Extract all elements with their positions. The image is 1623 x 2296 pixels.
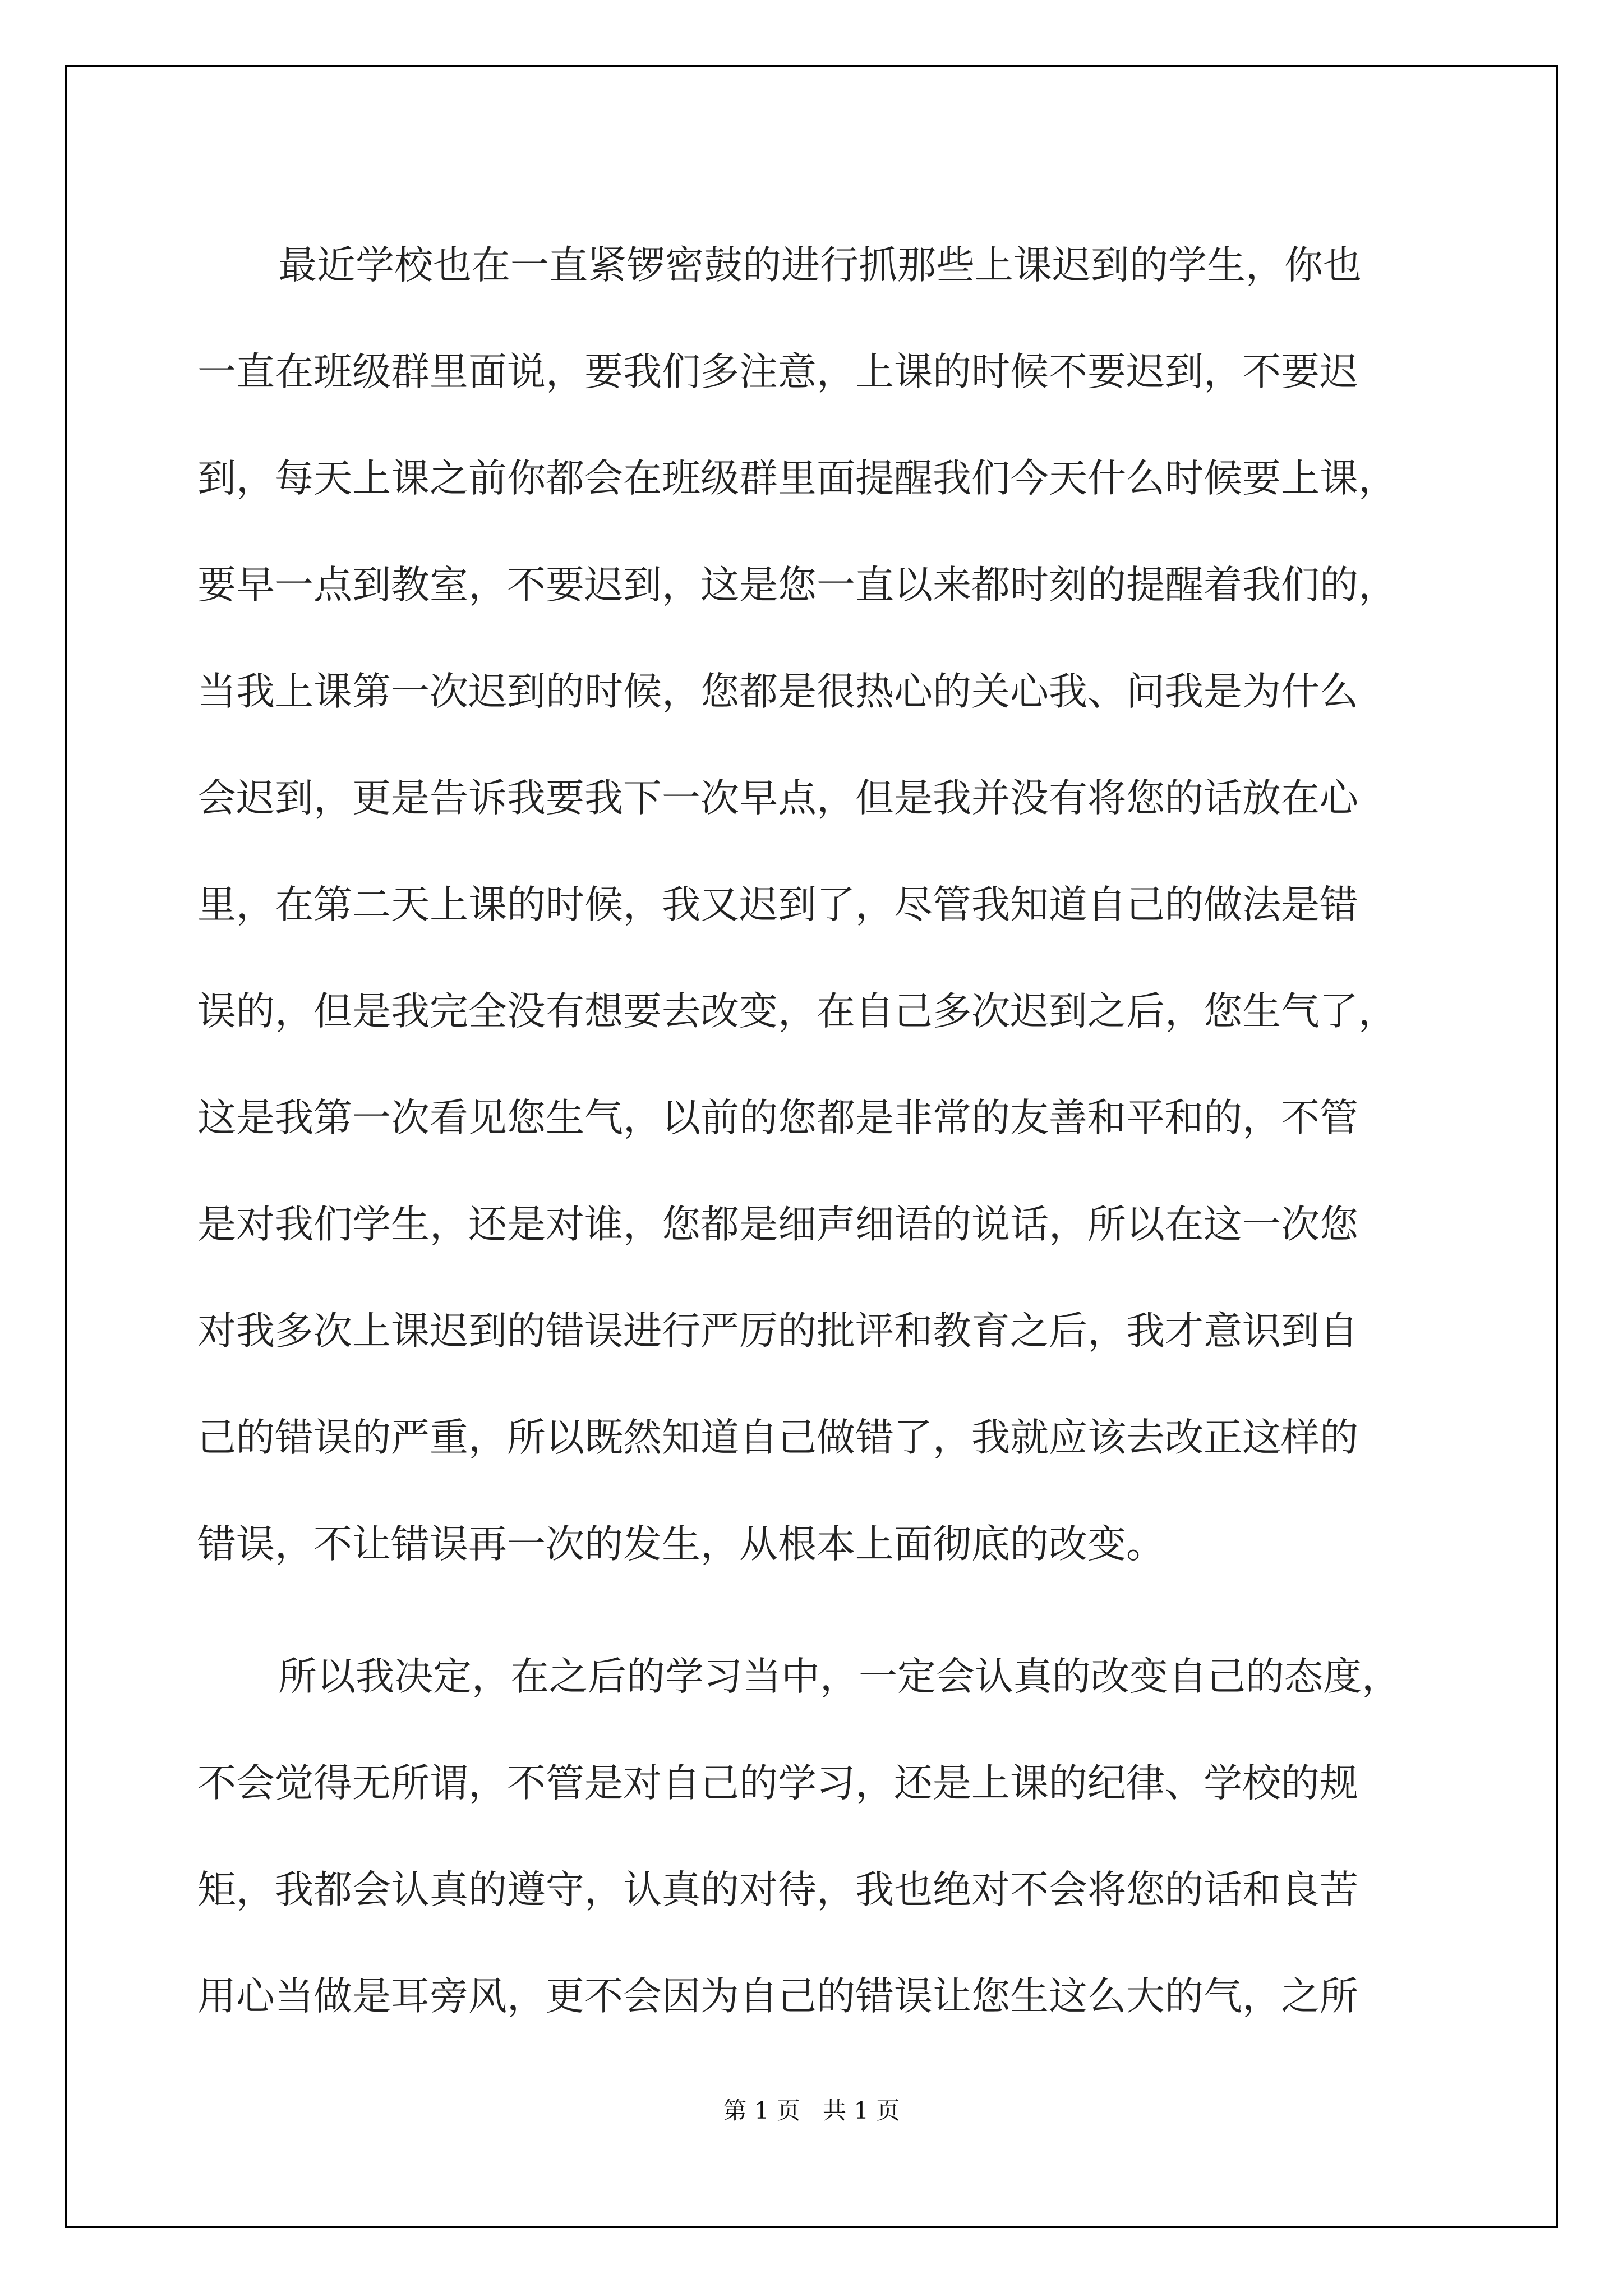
text-line: 当我上课第一次迟到的时候，您都是很热心的关心我、问我是为什么 xyxy=(197,669,1358,714)
text-line: 对我多次上课迟到的错误进行严厉的批评和教育之后，我才意识到自 xyxy=(197,1309,1358,1354)
text-line: 是对我们学生，还是对谁，您都是细声细语的说话，所以在这一次您 xyxy=(197,1202,1358,1247)
text-line: 错误，不让错误再一次的发生，从根本上面彻底的改变。 xyxy=(197,1522,1165,1567)
text-line: 要早一点到教室，不要迟到，这是您一直以来都时刻的提醒着我们的， xyxy=(197,563,1397,608)
text-line: 所以我决定，在之后的学习当中，一定会认真的改变自己的态度， xyxy=(278,1654,1400,1699)
text-line: 误的，但是我完全没有想要去改变，在自己多次迟到之后，您生气了， xyxy=(197,989,1397,1034)
text-line: 最近学校也在一直紧锣密鼓的进行抓那些上课迟到的学生，你也 xyxy=(278,243,1362,288)
text-line: 己的错误的严重，所以既然知道自己做错了，我就应该去改正这样的 xyxy=(197,1415,1358,1460)
text-line: 矩，我都会认真的遵守，认真的对待，我也绝对不会将您的话和良苦 xyxy=(197,1867,1358,1912)
text-line: 里，在第二天上课的时候，我又迟到了，尽管我知道自己的做法是错 xyxy=(197,882,1358,927)
text-line: 用心当做是耳旁风，更不会因为自己的错误让您生这么大的气，之所 xyxy=(197,1974,1358,2019)
text-line: 一直在班级群里面说，要我们多注意，上课的时候不要迟到，不要迟 xyxy=(197,349,1358,394)
text-line: 不会觉得无所谓，不管是对自己的学习，还是上课的纪律、学校的规 xyxy=(197,1761,1358,1806)
document-body xyxy=(197,212,1431,2050)
text-line: 这是我第一次看见您生气，以前的您都是非常的友善和平和的，不管 xyxy=(197,1096,1358,1140)
text-line: 会迟到，更是告诉我要我下一次早点，但是我并没有将您的话放在心 xyxy=(197,776,1358,821)
page-number-footer: 第 1 页 共 1 页 xyxy=(723,2097,900,2124)
text-line: 到，每天上课之前你都会在班级群里面提醒我们今天什么时候要上课， xyxy=(197,456,1397,501)
